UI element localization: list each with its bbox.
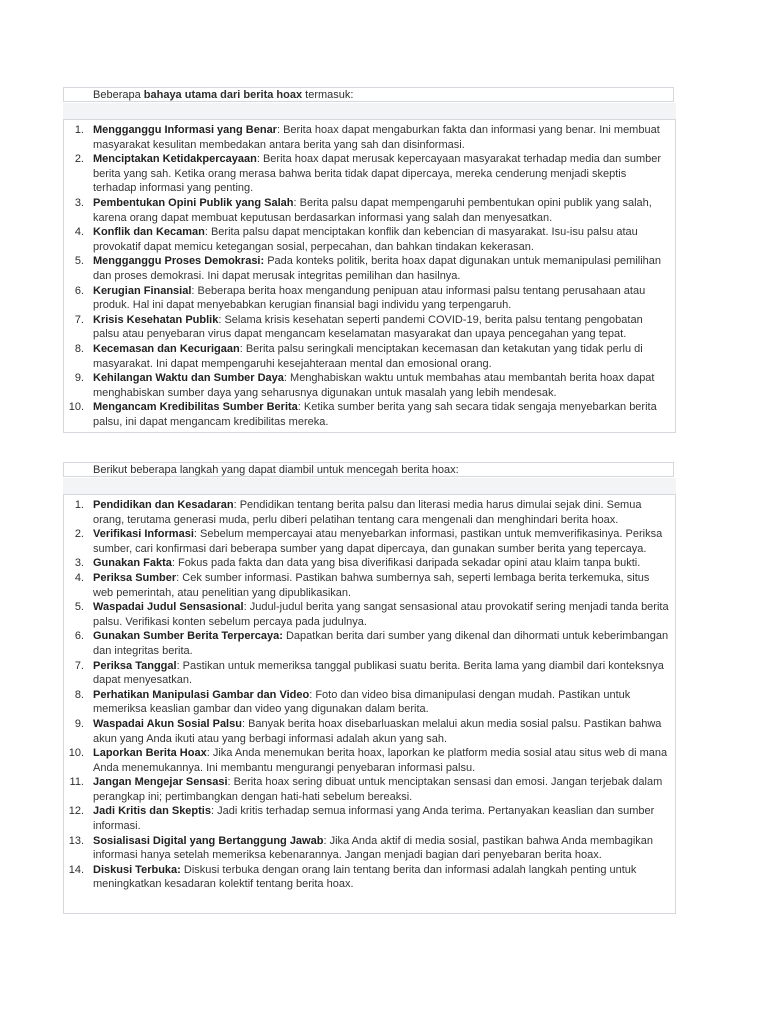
item-term: Jadi Kritis dan Skeptis <box>93 805 211 818</box>
list-item <box>64 556 675 571</box>
item-description: : Banyak berita hoax disebarluaskan melalui akun media sosial palsu. Pastikan bahwa akun yang Anda ikuti atau yang berbagi informasi adalah akun yang sah. <box>93 717 662 745</box>
item-term: Diskusi Terbuka: <box>93 863 181 876</box>
list-item <box>64 863 675 892</box>
item-number: 7. <box>74 313 84 326</box>
item-term: Gunakan Fakta <box>93 557 172 570</box>
item-number: 14. <box>68 863 84 876</box>
list-item <box>64 659 675 688</box>
item-number: 9. <box>74 372 84 385</box>
item-number: 1. <box>74 499 84 511</box>
item-term: Periksa Sumber <box>93 571 177 584</box>
section-gap <box>63 103 676 119</box>
list-item <box>64 600 675 629</box>
item-number: 9. <box>74 717 84 730</box>
item-description: : Fokus pada fakta dan data yang bisa diverifikasi daripada sekadar opini atau klaim tanpa bukti. <box>171 557 641 570</box>
item-number: 3. <box>74 196 84 209</box>
list-item <box>64 571 675 600</box>
item-description: : Berita palsu dapat mempengaruhi pembentukan opini publik yang salah, karena orang dapat membuat keputusan berdasarkan informasi yang salah dan menyesatkan. <box>93 196 652 224</box>
item-term: Pembentukan Opini Publik yang Salah <box>93 196 294 209</box>
item-term: Mengganggu Informasi yang Benar <box>93 124 277 136</box>
list-item <box>64 746 675 775</box>
list-item <box>64 688 675 717</box>
item-description: : Judul-judul berita yang sangat sensasional atau provokatif sering menjadi tanda berita palsu. Verifikasi konten sebelum percaya pada judulnya. <box>93 601 669 628</box>
item-description: : Berita hoax dapat merusak kepercayaan masyarakat terhadap media dan sumber berita yang sah. Ketika orang merasa bahwa berita tidak dapat dipercaya, mereka cenderung menjadi skeptis terhadap informasi yang penting. <box>93 153 662 195</box>
item-term: Mengganggu Proses Demokrasi: <box>93 255 265 268</box>
list-item <box>64 400 675 429</box>
list-item <box>64 254 675 283</box>
item-term: Verifikasi Informasi <box>93 528 194 541</box>
item-term: Gunakan Sumber Berita Terpercaya: <box>93 630 283 643</box>
prevention-intro <box>63 462 674 477</box>
dangers-list-box <box>63 119 676 433</box>
item-number: 6. <box>74 630 84 643</box>
item-term: Perhatikan Manipulasi Gambar dan Video <box>93 688 310 701</box>
intro-prefix: Beberapa <box>93 89 144 101</box>
item-number: 5. <box>74 601 84 614</box>
list-item <box>64 225 675 254</box>
list-item <box>64 717 675 746</box>
item-description: : Jika Anda menemukan berita hoax, laporkan ke platform media sosial atau situs web di mana Anda menemukannya. Ini membantu mengurangi penyebaran informasi palsu. <box>93 747 668 774</box>
item-number: 12. <box>68 805 84 818</box>
item-number: 8. <box>74 688 84 701</box>
item-description: : Berita palsu seringkali menciptakan kecemasan dan ketakutan yang tidak perlu di masyarakat. Ini dapat mempengaruhi kesejahteraan mental dan emosional orang. <box>93 342 643 370</box>
list-item <box>64 152 675 196</box>
item-number: 10. <box>68 747 84 760</box>
prevention-list <box>64 498 675 892</box>
item-description: : Berita palsu dapat menciptakan konflik dan kebencian di masyarakat. Isu-isu palsu atau provokatif dapat memicu ketegangan sosial, perpecahan, dan bahkan tindakan kekerasan. <box>93 226 638 253</box>
item-description: : Selama krisis kesehatan seperti pandemi COVID-19, berita palsu tentang pengobatan palsu atau penyebaran virus dapat mengancam keselamatan masyarakat dan upaya pencegahan yang tepat. <box>93 313 643 341</box>
item-description: : Jadi kritis terhadap semua informasi yang Anda terima. Pertanyakan keaslian dan sumber informasi. <box>93 805 655 833</box>
item-term: Mengancam Kredibilitas Sumber Berita <box>93 401 298 414</box>
list-item <box>64 123 675 152</box>
item-description: Pada konteks politik, berita hoax dapat digunakan untuk memanipulasi pemilihan dan proses demokrasi. Ini dapat merusak integritas pemilihan dan hasilnya. <box>93 255 662 282</box>
item-number: 6. <box>74 284 84 297</box>
list-item <box>64 804 675 833</box>
item-description: : Foto dan video bisa dimanipulasi dengan mudah. Pastikan untuk memeriksa keaslian gambar dan video yang digunakan dalam berita. <box>93 688 631 716</box>
item-description: Dapatkan berita dari sumber yang dikenal dan dihormati untuk keberimbangan dan integritas berita. <box>93 630 669 657</box>
list-item <box>64 313 675 342</box>
item-term: Periksa Tanggal <box>93 659 177 672</box>
item-number: 2. <box>74 528 84 541</box>
list-item <box>64 629 675 658</box>
item-term: Jangan Mengejar Sensasi <box>93 776 228 789</box>
list-item <box>64 834 675 863</box>
item-term: Kerugian Finansial <box>93 284 192 297</box>
item-description: : Menghabiskan waktu untuk membahas atau membantah berita hoax dapat menghabiskan sumber daya yang seharusnya digunakan untuk masalah yang lebih mendesak. <box>93 372 655 399</box>
item-number: 11. <box>69 776 84 789</box>
intro-suffix: termasuk: <box>302 89 354 101</box>
dangers-list <box>64 123 675 429</box>
item-number: 2. <box>74 153 84 166</box>
list-item <box>64 775 675 804</box>
item-description: : Berita hoax dapat mengaburkan fakta dan informasi yang benar. Ini membuat masyarakat kesulitan membedakan antara berita yang sah dan disinformasi. <box>93 124 660 151</box>
item-term: Sosialisasi Digital yang Bertanggung Jawab <box>93 834 324 847</box>
item-number: 13. <box>68 834 84 847</box>
item-number: 5. <box>74 255 84 268</box>
item-term: Waspadai Judul Sensasional <box>93 601 244 614</box>
list-item <box>64 371 675 400</box>
item-description: : Sebelum mempercayai atau menyebarkan informasi, pastikan untuk memverifikasinya. Periksa sumber, cari konfirmasi dari beberapa sumber yang dapat dipercaya, dan gunakan sumber berita yang tepercaya. <box>93 528 663 555</box>
intro-text: Berikut beberapa langkah yang dapat diambil untuk mencegah berita hoax: <box>93 464 459 476</box>
item-description: : Pastikan untuk memeriksa tanggal publikasi suatu berita. Berita lama yang diambil dari konteksnya dapat menyesatkan. <box>93 659 664 687</box>
list-item <box>64 284 675 313</box>
item-term: Kehilangan Waktu dan Sumber Daya <box>93 372 284 385</box>
prevention-list-box <box>63 494 676 914</box>
item-term: Laporkan Berita Hoax <box>93 747 207 760</box>
item-term: Kecemasan dan Kecurigaan <box>93 342 240 355</box>
item-number: 4. <box>74 226 84 239</box>
item-term: Pendidikan dan Kesadaran <box>93 499 234 511</box>
item-number: 4. <box>74 571 84 584</box>
item-description: : Ketika sumber berita yang sah secara tidak sengaja menyebarkan berita palsu, ini dapat mengancam kredibilitas mereka. <box>93 401 657 428</box>
item-term: Menciptakan Ketidakpercayaan <box>93 153 257 166</box>
item-term: Konflik dan Kecaman <box>93 226 205 239</box>
item-description: : Cek sumber informasi. Pastikan bahwa sumbernya sah, seperti lembaga berita terkemuka, situs web pemerintah, atau penelitian yang dipublikasikan. <box>93 571 650 599</box>
item-description: Diskusi terbuka dengan orang lain tentang berita dan informasi adalah langkah penting untuk meningkatkan kesadaran kolektif tentang berita hoax. <box>93 863 637 891</box>
item-number: 3. <box>74 557 84 570</box>
dangers-intro <box>63 87 674 102</box>
item-description: : Jika Anda aktif di media sosial, pastikan bahwa Anda membagikan informasi hanya setelah memeriksa kebenarannya. Jangan menjadi bagian dari penyebaran berita hoax. <box>93 834 654 862</box>
item-description: : Berita hoax sering dibuat untuk menciptakan sensasi dan emosi. Jangan terjebak dalam perangkap ini; pertimbangkan dengan hati-hati sebelum bereaksi. <box>93 776 663 803</box>
list-item <box>64 342 675 371</box>
item-number: 8. <box>74 342 84 355</box>
list-item <box>64 527 675 556</box>
item-description: : Pendidikan tentang berita palsu dan literasi media harus dimulai sejak dini. Semua orang, terutama generasi muda, perlu diberi pelatihan tentang cara mengenali dan menghindari berita hoax. <box>93 499 642 526</box>
item-description: : Beberapa berita hoax mengandung penipuan atau informasi palsu tentang perusahaan atau produk. Hal ini dapat menyebabkan kerugian finansial bagi individu yang terpengaruh. <box>93 284 646 312</box>
item-number: 1. <box>74 124 84 136</box>
item-number: 10. <box>68 401 84 414</box>
list-item <box>64 196 675 225</box>
item-term: Waspadai Akun Sosial Palsu <box>93 717 242 730</box>
intro-bold: bahaya utama dari berita hoax <box>143 89 303 101</box>
list-item <box>64 498 675 527</box>
section-gap <box>63 478 676 494</box>
item-term: Krisis Kesehatan Publik <box>93 313 219 326</box>
item-number: 7. <box>74 659 84 672</box>
